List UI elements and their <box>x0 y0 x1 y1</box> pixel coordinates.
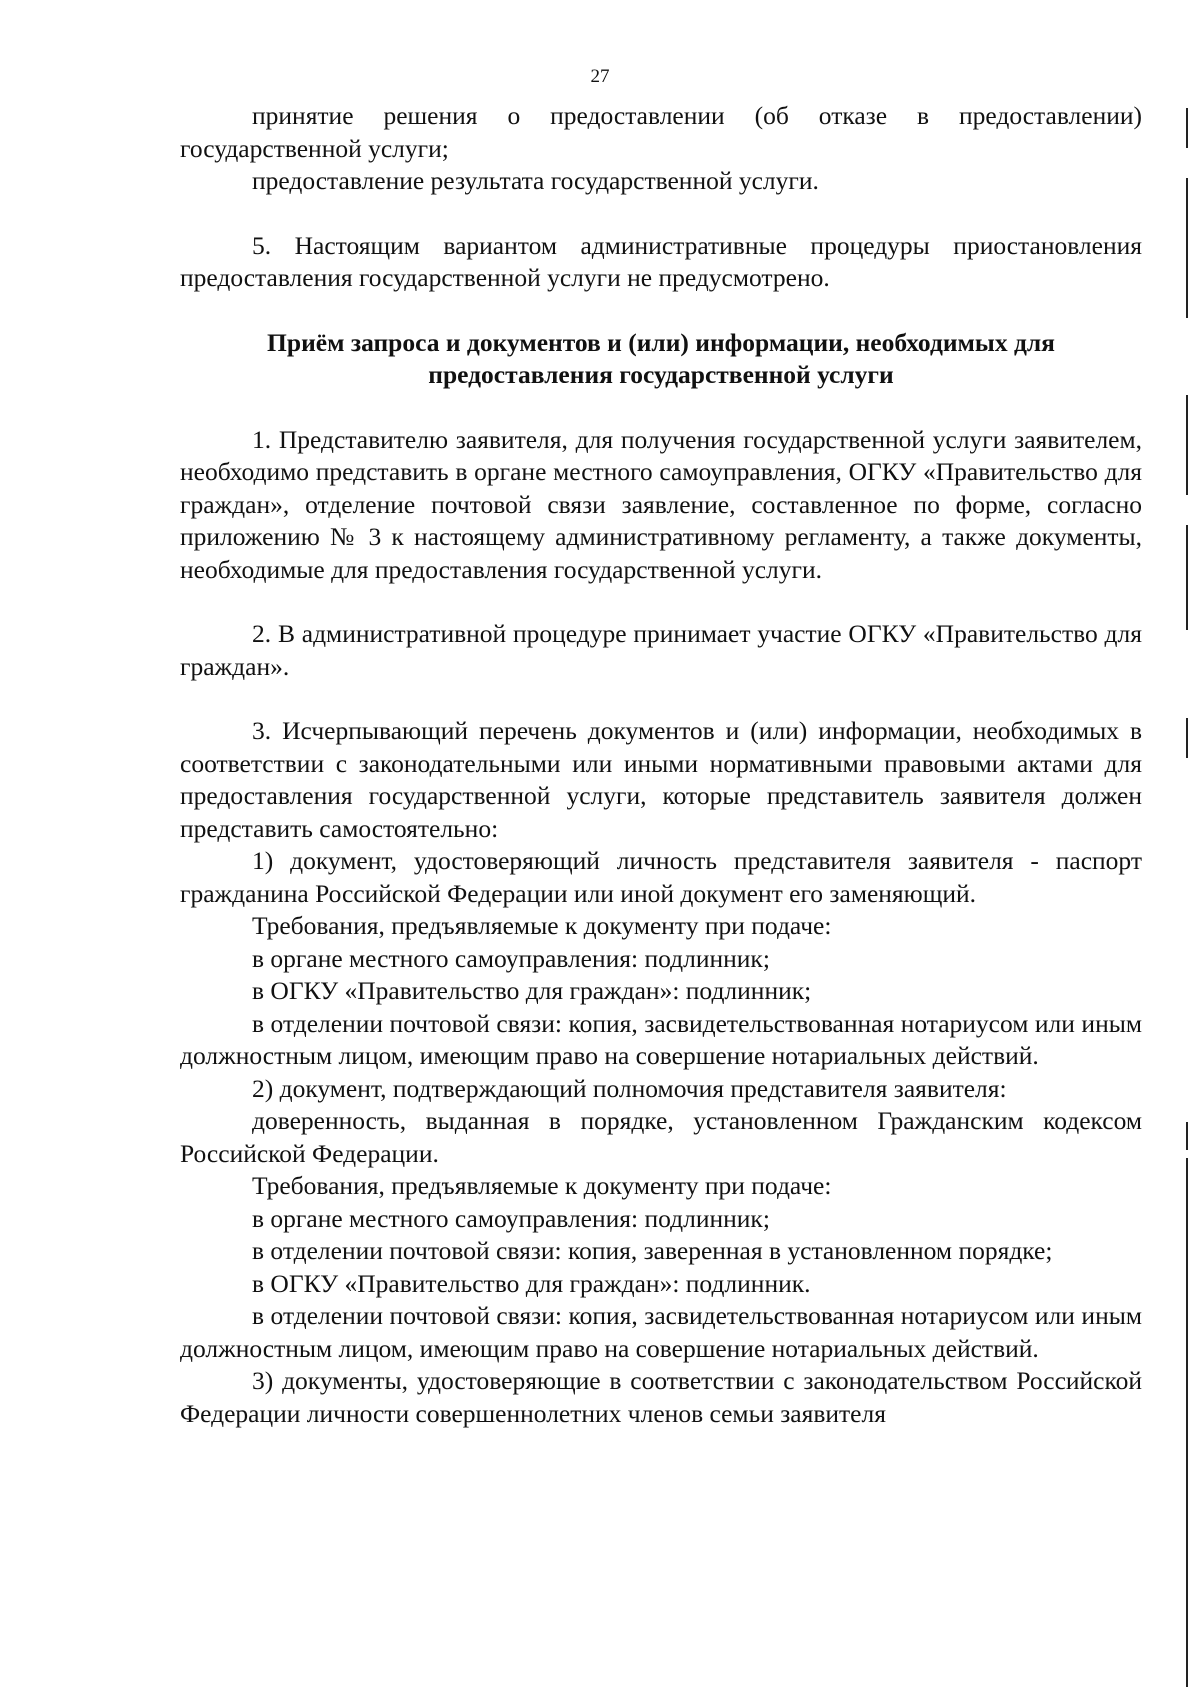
margin-change-bar <box>1186 718 1188 758</box>
page-number: 27 <box>590 66 610 87</box>
list-item: доверенность, выданная в порядке, установленном Гражданским кодексом Российской Федерации. <box>180 1106 1142 1168</box>
document-body <box>180 100 1142 1430</box>
spacer <box>180 586 1142 618</box>
list-item: 3) документы, удостоверяющие в соответствии с законодательством Российской Федерации личности совершеннолетних членов семьи заявителя <box>180 1366 1142 1428</box>
list-item: в ОГКУ «Правительство для граждан»: подлинник. <box>252 1268 811 1298</box>
list-item: Требования, предъявляемые к документу при подаче: <box>252 911 832 940</box>
paragraph-decision: принятие решения о предоставлении (об отказе в предоставлении) государственной услуги; <box>180 101 1142 163</box>
margin-change-bar <box>1186 178 1188 318</box>
margin-change-bar <box>1186 1122 1188 1150</box>
margin-change-bar <box>1186 108 1188 148</box>
margin-change-bar <box>1186 1158 1188 1687</box>
spacer <box>180 198 1142 230</box>
spacer <box>180 683 1142 715</box>
list-item: в органе местного самоуправления: подлинник; <box>252 943 770 973</box>
item-1: 1. Представителю заявителя, для получения государственной услуги заявителем, необходимо представить в органе местного самоуправления, ОГКУ «Правительство для граждан», отделение почтовой связи заявление, составленное по форме, согласно приложению № 3 к настоящему административному регламенту, а также документы, необходимые для предоставления государственной услуги. <box>180 424 1142 584</box>
list-item: 1) документ, удостоверяющий личность представителя заявителя - паспорт гражданина Российской Федерации или иной документ его заменяющий. <box>180 846 1142 908</box>
list-item: в отделении почтовой связи: копия, заверенная в установленном порядке; <box>252 1236 1053 1265</box>
margin-change-bar <box>1186 455 1188 495</box>
list-item: Требования, предъявляемые к документу при подаче: <box>252 1171 832 1200</box>
spacer <box>180 295 1142 327</box>
section-heading-line-2: предоставления государственной услуги <box>428 360 894 389</box>
paragraph-result: предоставление результата государственной услуги. <box>252 166 819 195</box>
margin-change-bar <box>1186 525 1188 630</box>
item-3: 3. Исчерпывающий перечень документов и (или) информации, необходимых в соответствии с законодательными или иными нормативными правовыми актами для предоставления государственной услуги, которые представитель заявителя должен представить самостоятельно: <box>180 716 1142 843</box>
item-2: 2. В административной процедуре принимает участие ОГКУ «Правительство для граждан». <box>180 619 1142 681</box>
spacer <box>180 392 1142 424</box>
margin-change-bar <box>1186 395 1188 455</box>
list-item: в отделении почтовой связи: копия, засвидетельствованная нотариусом или иным должностным лицом, имеющим право на совершение нотариальных действий. <box>180 1008 1142 1070</box>
list-item: в органе местного самоуправления: подлинник; <box>252 1203 770 1233</box>
list-item: в ОГКУ «Правительство для граждан»: подлинник; <box>252 976 812 1005</box>
list-item: 2) документ, подтверждающий полномочия представителя заявителя: <box>252 1073 1007 1103</box>
list-item: в отделении почтовой связи: копия, засвидетельствованная нотариусом или иным должностным лицом, имеющим право на совершение нотариальных действий. <box>180 1301 1142 1363</box>
item-5: 5. Настоящим вариантом административные процедуры приостановления предоставления государственной услуги не предусмотрено. <box>180 230 1142 292</box>
section-heading-line-1: Приём запроса и документов и (или) информации, необходимых для <box>267 327 1055 357</box>
